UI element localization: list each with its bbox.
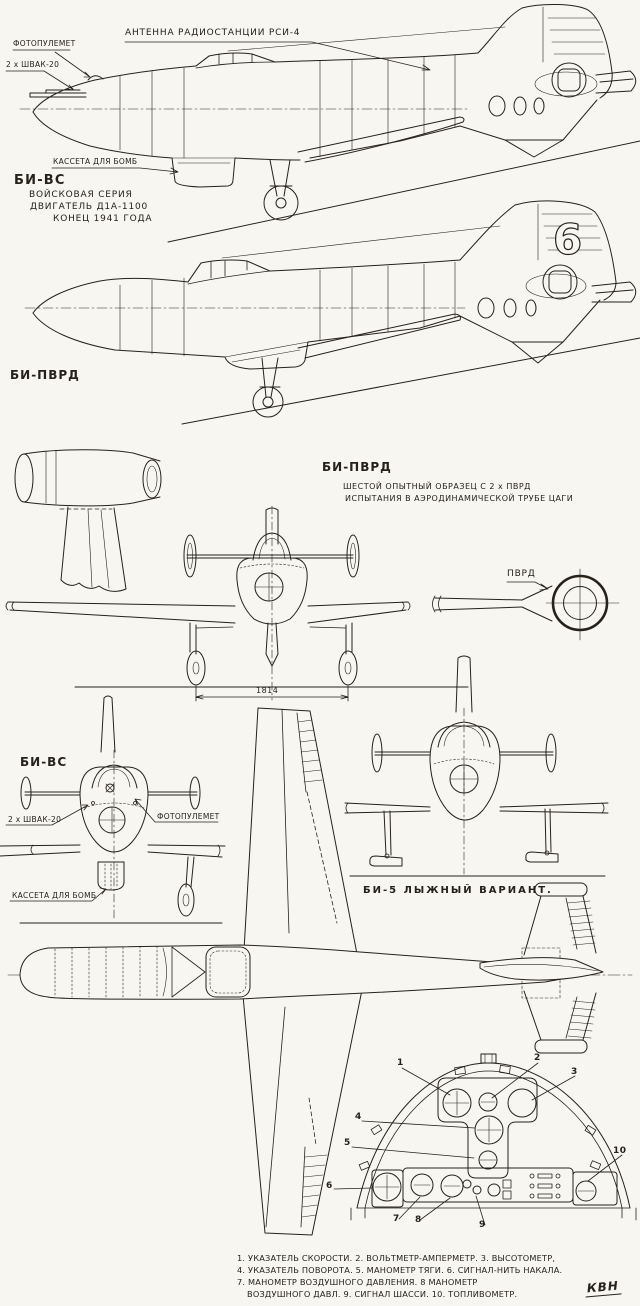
legend-line-1: 1. УКАЗАТЕЛЬ СКОРОСТИ. 2. ВОЛЬТМЕТР-АМПЕРМЕТР. 3. ВЫСОТОМЕТР,	[237, 1253, 556, 1263]
title-bipvrd-side: БИ-ПВРД	[10, 368, 80, 382]
callout-4: 4	[355, 1112, 362, 1122]
caption-bi5-ski: БИ-5 ЛЫЖНЫЙ ВАРИАНТ.	[363, 885, 553, 896]
dimension-track: 1814	[256, 686, 279, 695]
desc-line-1: ШЕСТОЙ ОПЫТНЫЙ ОБРАЗЕЦ С 2 х ПВРД	[343, 482, 531, 491]
callout-1: 1	[397, 1058, 404, 1068]
callout-6: 6	[326, 1181, 333, 1191]
callout-10: 10	[613, 1146, 627, 1156]
tail-number: 6	[553, 215, 583, 264]
callout-3: 3	[571, 1067, 578, 1077]
legend-line-3: 7. МАНОМЕТР ВОЗДУШНОГО ДАВЛЕНИЯ. 8 МАНОМЕТР	[237, 1277, 478, 1287]
bipvrd-side-view-drawing	[0, 190, 640, 448]
artist-signature: КВН	[584, 1279, 621, 1297]
label-cannons-side: 2 х ШВАК-20	[6, 60, 60, 69]
legend-line-4: ВОЗДУШНОГО ДАВЛ. 9. СИГНАЛ ШАССИ. 10. ТОПЛИВОМЕТР.	[247, 1289, 518, 1299]
subtitle-series: ВОЙСКОВАЯ СЕРИЯ	[29, 190, 133, 200]
label-antenna: АНТЕННА РАДИОСТАНЦИИ РСИ-4	[125, 28, 301, 38]
label-bomb-cassette-front: КАССЕТА ДЛЯ БОМБ	[12, 891, 97, 900]
label-ramjet: ПВРД	[507, 569, 536, 579]
subtitle-date: КОНЕЦ 1941 ГОДА	[53, 214, 153, 224]
label-bomb-cassette-side: КАССЕТА ДЛЯ БОМБ	[53, 157, 138, 166]
subtitle-engine: ДВИГАТЕЛЬ Д1А-1100	[30, 202, 149, 212]
title-bivs: БИ-ВС	[14, 173, 66, 188]
callout-7: 7	[393, 1214, 400, 1224]
desc-line-2: ИСПЫТАНИЯ В АЭРОДИНАМИЧЕСКОЙ ТРУБЕ ЦАГИ	[345, 494, 574, 503]
label-photo-gun-front: ФОТОПУЛЕМЕТ	[157, 812, 220, 821]
title-bivs-front: БИ-ВС	[20, 755, 68, 769]
title-bipvrd-section: БИ-ПВРД	[322, 460, 392, 474]
callout-2: 2	[534, 1053, 541, 1063]
callout-8: 8	[415, 1215, 422, 1225]
callout-9: 9	[479, 1220, 486, 1230]
label-cannons-front: 2 х ШВАК-20	[8, 815, 62, 824]
label-photo-gun-side: ФОТОПУЛЕМЕТ	[13, 39, 76, 48]
legend-line-2: 4. УКАЗАТЕЛЬ ПОВОРОТА. 5. МАНОМЕТР ТЯГИ. 6. СИГНАЛ-НИТЬ НАКАЛА.	[237, 1265, 563, 1275]
callout-5: 5	[344, 1138, 351, 1148]
